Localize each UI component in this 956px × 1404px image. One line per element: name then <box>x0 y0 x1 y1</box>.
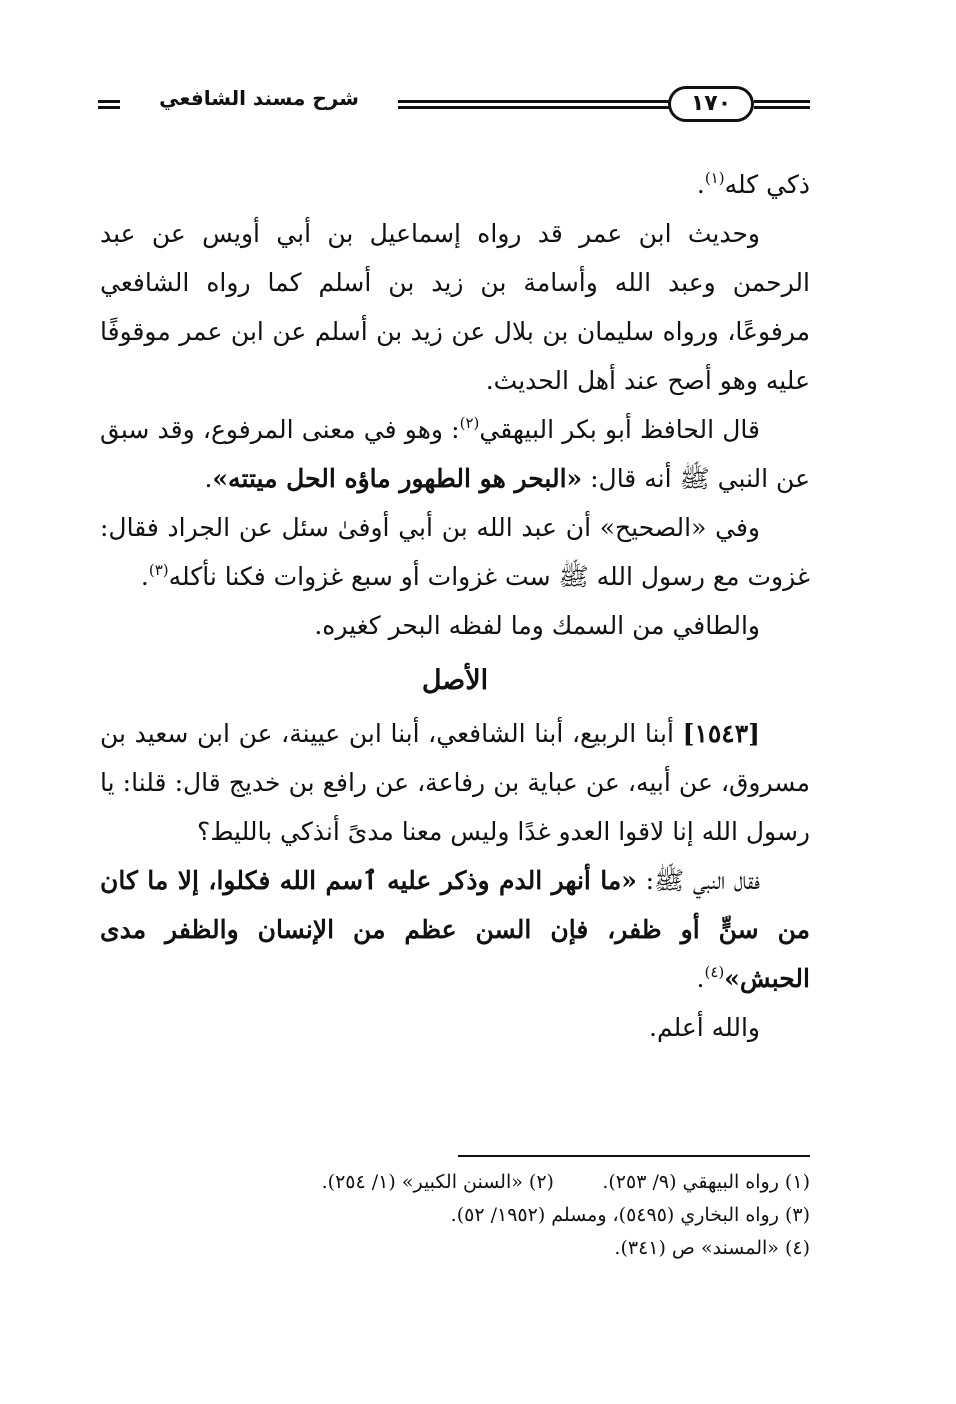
footnote-1: (١) رواه البيهقي (٩/ ٢٥٣). <box>602 1171 810 1193</box>
footnote-2: (٢) «السنن الكبير» (١/ ٢٥٤). <box>321 1171 554 1193</box>
footnote-ref-3: (٣) <box>148 561 169 579</box>
hadith-quote: «البحر هو الطهور ماؤه الحل ميتته» <box>212 464 583 493</box>
paragraph <box>100 856 810 1003</box>
footnote-separator <box>458 1155 810 1157</box>
footnote-ref-4: (٤) <box>704 963 725 981</box>
paragraph <box>100 405 810 503</box>
paragraph: وحديث ابن عمر قد رواه إسماعيل بن أبي أويس عن عبد الرحمن وعبد الله وأسامة بن زيد بن أسلم كما رواه الشافعي مرفوعًا، ورواه سليمان بن بلال عن زيد بن أسلم عن ابن عمر موقوفًا عليه وهو أصح عند أهل الحديث. <box>100 219 810 395</box>
text-run: . <box>204 464 213 493</box>
section-heading: الأصل <box>421 665 489 696</box>
main-text <box>100 160 810 1052</box>
paragraph <box>100 503 810 601</box>
text-run: . <box>140 562 149 591</box>
running-header <box>98 86 810 130</box>
book-title: شرح مسند الشافعي <box>159 86 359 110</box>
footnote-ref-1: (١) <box>704 169 725 187</box>
text-run: ذكي كله <box>724 170 810 199</box>
text-run: : وهو في معنى المرفوع، وقد سبق عن النبي ﷺ أنه قال: <box>100 415 810 493</box>
footnotes <box>100 1166 810 1265</box>
text-run: قال الحافظ أبو بكر البيهقي <box>479 415 761 444</box>
text-run: وفي «الصحيح» أن عبد الله بن أبي أوفىٰ سئل عن الجراد فقال: غزوت مع رسول الله ﷺ ست غزوات أو سبع غزوات فكنا نأكله <box>100 513 810 591</box>
paragraph: والطافي من السمك وما لفظه البحر كغيره. <box>314 611 760 640</box>
text-run: أبنا الربيع، أبنا الشافعي، أبنا ابن عيينة، عن ابن سعيد بن مسروق، عن أبيه، عن عباية بن رفاعة، عن رافع بن خديج قال: قلنا: يا رسول الله إنا لاقوا العدو غدًا وليس معنا مدىً أنذكي بالليط؟ <box>100 719 810 846</box>
hadith-paragraph <box>100 709 810 856</box>
page-number: ١٧٠ <box>668 86 754 122</box>
text-run: فقال النبي ﷺ: <box>636 866 760 895</box>
hadith-quote: «ما أنهر الدم وذكر عليه ٱسم الله فكلوا، إلا ما كان من سنٍّ أو ظفر، فإن السن عظم من الإنسان والظفر مدى الحبش» <box>100 866 810 993</box>
text-run: . <box>696 964 705 993</box>
footnote-ref-2: (٢) <box>459 414 480 432</box>
footnote-row <box>100 1166 810 1199</box>
closing-line: والله أعلم. <box>649 1013 760 1042</box>
footnote-4: (٤) «المسند» ص (٣٤١). <box>614 1237 810 1259</box>
header-rule-middle <box>398 100 670 109</box>
hadith-number: [١٥٤٣] <box>682 719 760 748</box>
header-rule-left <box>98 100 120 109</box>
paragraph-continuation: ذكي كله$^{(١)}$. <box>696 169 810 199</box>
footnote-3: (٣) رواه البخاري (٥٤٩٥)، ومسلم (١٩٥٢/ ٥٢). <box>450 1204 810 1226</box>
header-rule-right <box>754 100 810 109</box>
